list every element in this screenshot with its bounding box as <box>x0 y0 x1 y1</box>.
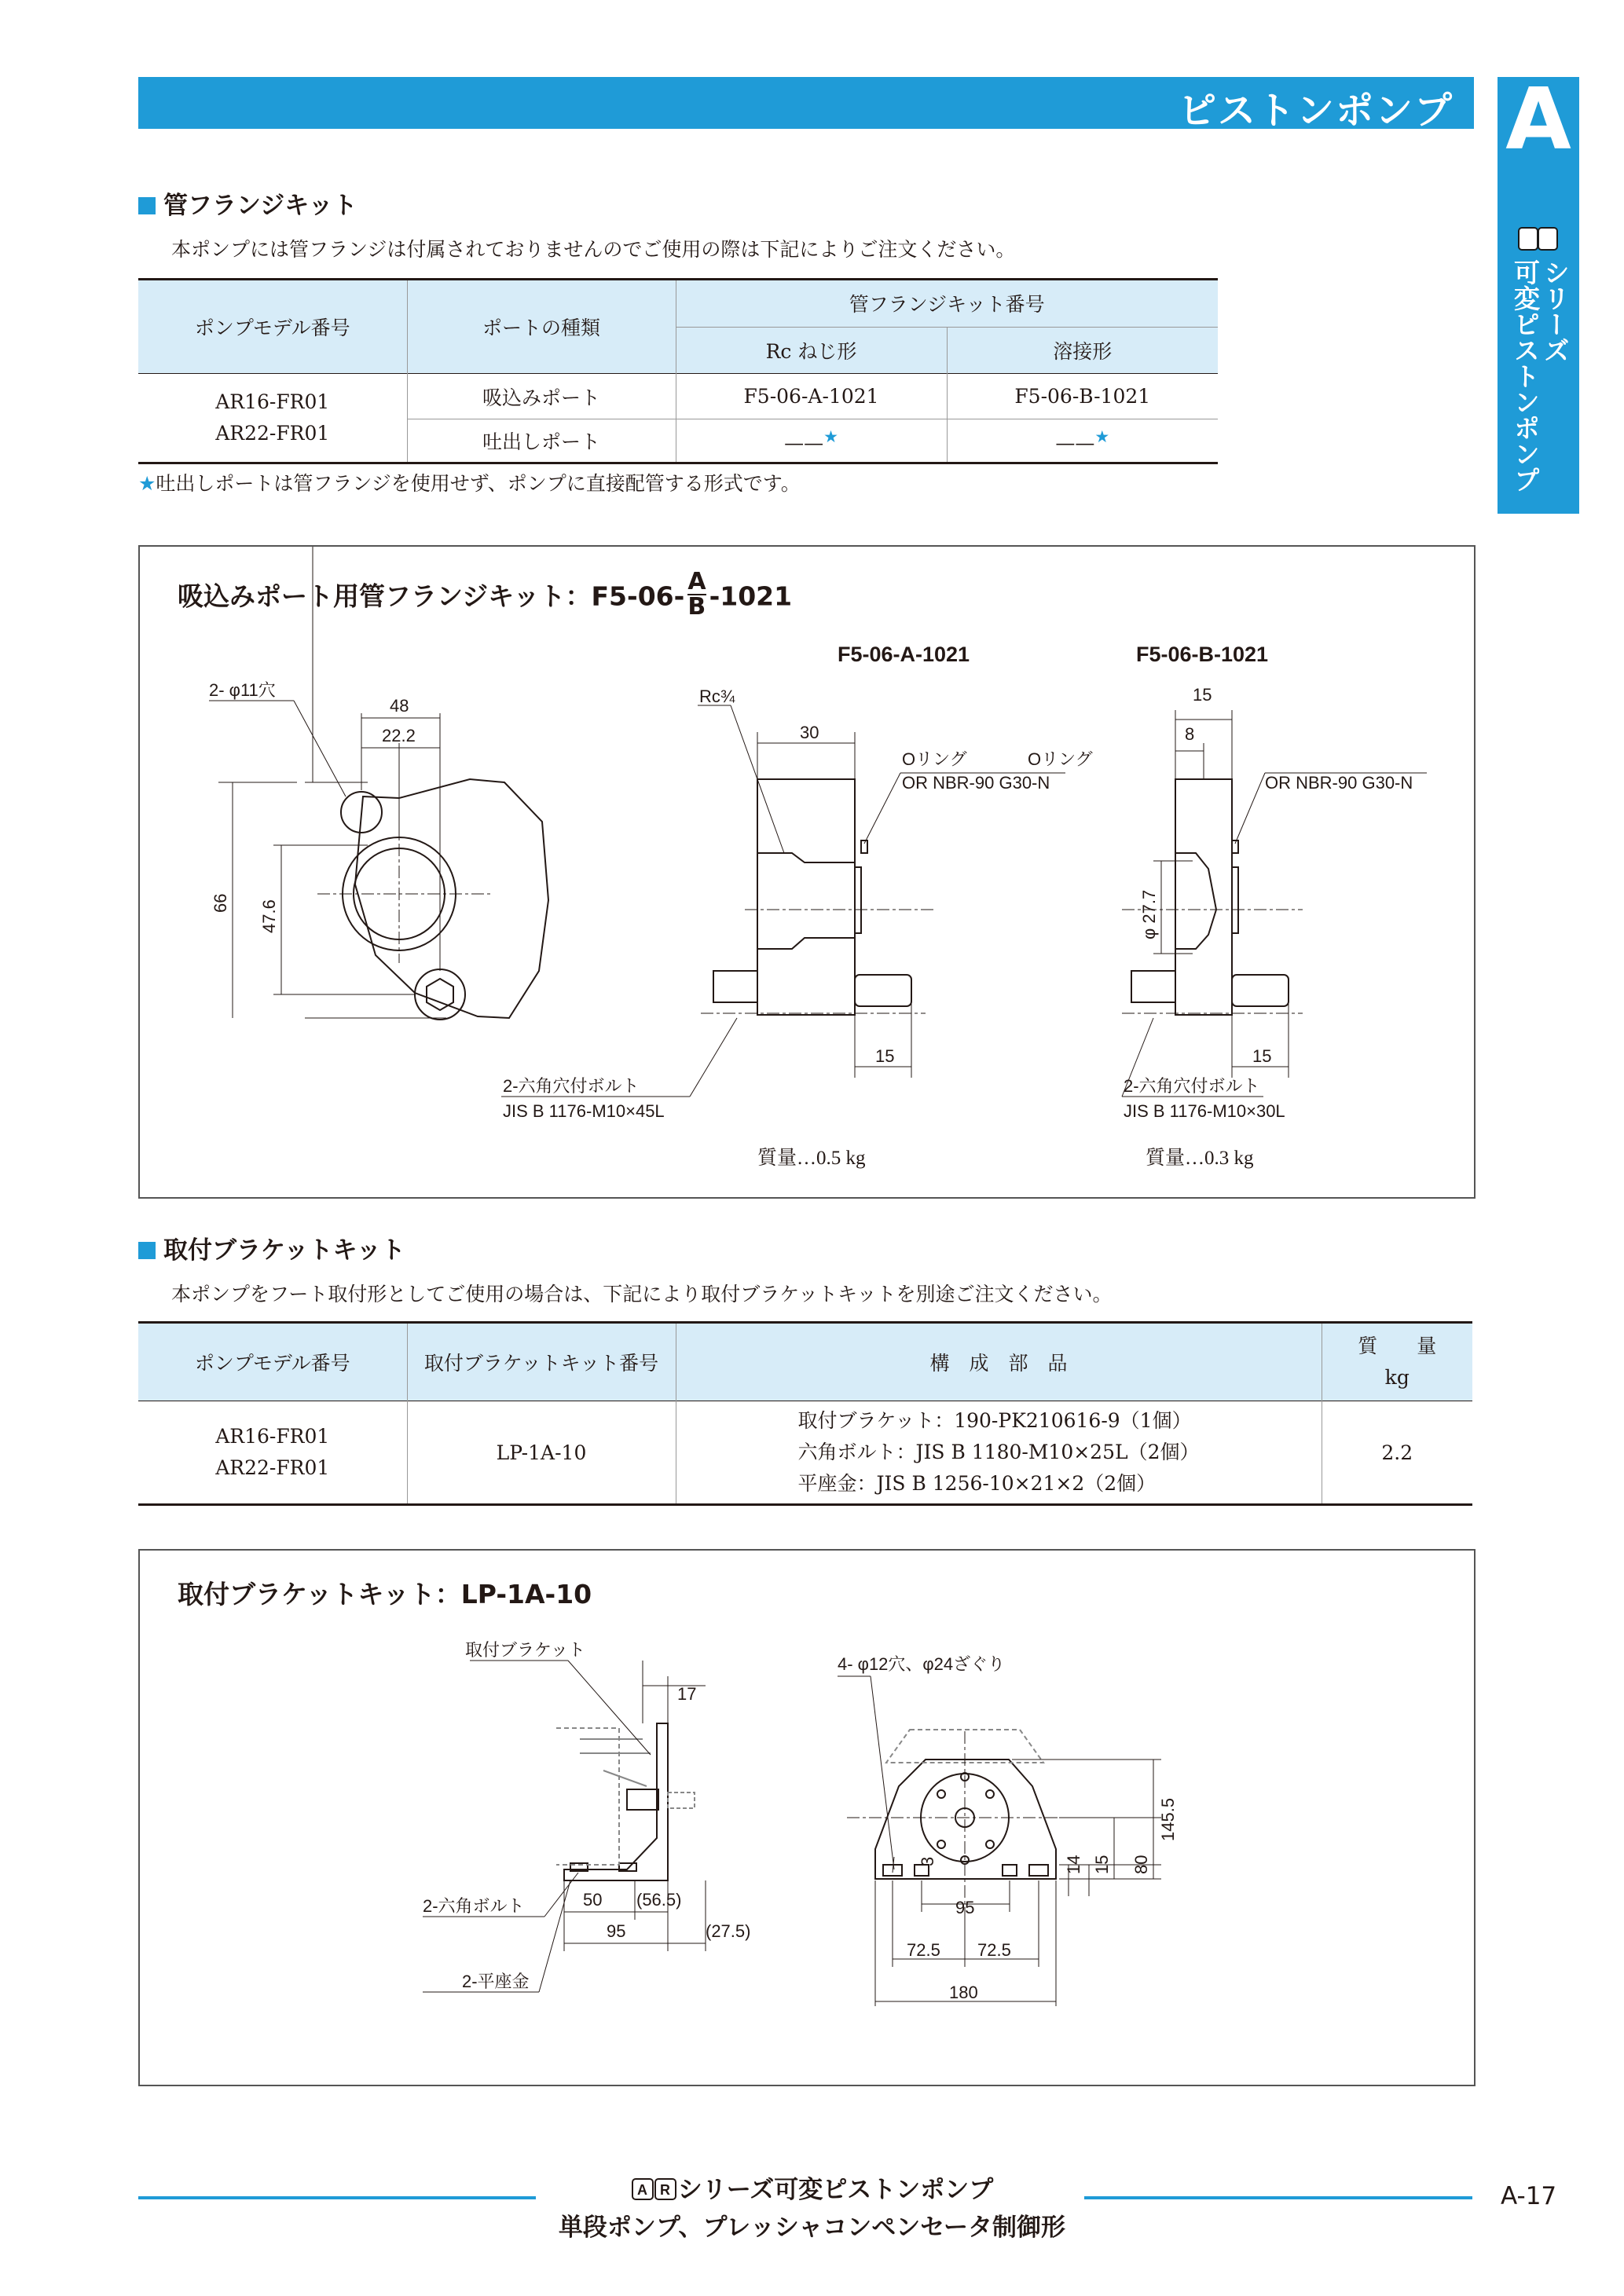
oring-b-label: Oリング <box>1028 749 1093 769</box>
bracket-drawing-title: 取付ブラケットキット：LP-1A-10 <box>178 1579 592 1609</box>
label-bracket: 取付ブラケット <box>465 1640 585 1660</box>
bracket-kit-note: 本ポンプをフート取付形としてご使用の場合は、下記により取付ブラケットキットを別途ご注文ください。 <box>171 1283 1113 1305</box>
mass-cell: 2.2 <box>1381 1441 1413 1464</box>
label-holes: 4- φ12穴、φ24ざぐり <box>838 1654 1006 1674</box>
bracket-drawing-panel <box>138 1549 1476 2086</box>
footer-series: A R シリーズ可変ピストンポンプ <box>0 2170 1624 2205</box>
port-cell: 吐出しポート <box>407 419 676 463</box>
bracket-kit-heading: 取付ブラケットキット <box>138 1230 405 1265</box>
flange-hex-socket <box>427 979 453 1010</box>
flange-kit-heading: 管フランジキット <box>138 185 357 221</box>
svg-text:R: R <box>659 2182 670 2198</box>
bolt-a-spec: JIS B 1176-M10×45L <box>503 1101 665 1121</box>
dim-50: 50 <box>583 1890 603 1910</box>
side-tab-line1: シリーズ <box>1540 259 1571 363</box>
dim-145: 145.5 <box>1158 1797 1178 1841</box>
label-flange-b: F5-06-B-1021 <box>1136 643 1269 666</box>
dim-95b: 95 <box>955 1898 975 1917</box>
dim-27: (27.5) <box>706 1921 751 1941</box>
oring-a-label: Oリング <box>902 749 967 769</box>
col-weld-header: 溶接形 <box>947 327 1218 373</box>
dim-15b: 15 <box>1193 685 1212 705</box>
flange-drawing-svg <box>140 547 1474 1197</box>
star-icon: ★ <box>823 427 838 446</box>
side-tab-line2: 可変ピストンポンプ <box>1510 259 1541 493</box>
col-port-header: ポートの種類 <box>407 280 676 374</box>
label-flange-a: F5-06-A-1021 <box>838 643 970 666</box>
col-kit-header: 取付ブラケットキット番号 <box>407 1323 676 1401</box>
flange-bolt-head <box>415 969 465 1020</box>
oring-b-spec: OR NBR-90 G30-N <box>1265 773 1413 793</box>
footer-subtitle: 単段ポンプ、プレッシャコンペンセータ制御形 <box>558 2214 1066 2242</box>
ar-logo-icon <box>631 2177 678 2201</box>
dim-15: 15 <box>1092 1855 1112 1874</box>
ar-logo-icon <box>1518 226 1559 253</box>
label-washer: 2-平座金 <box>462 1972 530 1991</box>
dim-22: 22.2 <box>382 726 416 745</box>
flange-body-outline <box>355 779 548 1018</box>
col-parts-header: 構 成 部 品 <box>676 1323 1322 1401</box>
dim-30: 30 <box>800 723 819 742</box>
dim-8: 8 <box>1185 724 1195 744</box>
col-model-header: ポンプモデル番号 <box>138 280 407 374</box>
rc-cell: F5-06-A-1021 <box>676 374 947 419</box>
dim-27: φ 27.7 <box>1139 889 1159 939</box>
parts-cell: 取付ブラケット：190-PK210616-9（1個） 六角ボルト：JIS B 1180-M10×25L（2個） 平座金：JIS B 1256-10×21×2（2個） <box>676 1401 1322 1505</box>
flange-drawing-title: 吸込みポート用管フランジキット：F5-06- $\frac{A}{B}$ -1021 <box>178 568 793 621</box>
dim-3: 3 <box>918 1856 937 1866</box>
page-title: ピストンポンプ <box>1178 89 1454 133</box>
dim-48: 48 <box>390 696 409 716</box>
side-tab-vertical-text <box>1510 259 1571 511</box>
dim-47: 47.6 <box>259 899 279 933</box>
dim-66: 66 <box>211 893 230 913</box>
mass-b: 質量…0.3 kg <box>1146 1148 1254 1169</box>
dim-56: (56.5) <box>636 1890 682 1910</box>
bolt-a-label: 2-六角穴付ボルト <box>503 1076 640 1096</box>
weld-cell: ——★ <box>1055 427 1110 455</box>
mass-a: 質量…0.5 kg <box>757 1148 866 1169</box>
dim-180: 180 <box>949 1983 978 2002</box>
kit-cell: LP-1A-10 <box>407 1401 676 1505</box>
rc-cell: ——★ <box>676 419 947 463</box>
dim-72a: 72.5 <box>907 1940 940 1960</box>
col-rc-header: Rc ねじ形 <box>676 327 947 373</box>
dim-15a: 15 <box>875 1046 895 1066</box>
star-icon: ★ <box>1094 427 1110 446</box>
flange-drawing-panel <box>138 545 1476 1199</box>
page-header-bar <box>138 77 1474 133</box>
dim-14: 14 <box>1064 1855 1083 1874</box>
bracket-drawing-svg <box>140 1551 1474 2085</box>
model-cell: AR16-FR01 AR22-FR01 <box>138 374 407 463</box>
dim-17: 17 <box>677 1684 697 1704</box>
square-bullet-icon <box>138 197 156 214</box>
dim-15c: 15 <box>1252 1046 1272 1066</box>
bolt-b-spec: JIS B 1176-M10×30L <box>1124 1101 1285 1121</box>
flange-kit-table <box>138 278 1218 464</box>
col-kit-header: 管フランジキット番号 <box>676 280 1218 328</box>
flange-b-body <box>1175 779 1232 1015</box>
dim-72b: 72.5 <box>977 1940 1011 1960</box>
oring-a-spec: OR NBR-90 G30-N <box>902 773 1050 793</box>
bracket-side-outline <box>564 1723 668 1880</box>
dim-95a: 95 <box>607 1921 626 1941</box>
model-cell: AR16-FR01 AR22-FR01 <box>138 1401 407 1505</box>
flange-a-body <box>757 779 855 1015</box>
label-hex-bolt: 2-六角ボルト <box>423 1896 525 1916</box>
page-number: A-17 <box>1501 2182 1557 2210</box>
flange-footnote: ★吐出しポートは管フランジを使用せず、ポンプに直接配管する形式です。 <box>138 472 801 495</box>
dim-rc: Rc¾ <box>699 687 735 706</box>
dim-80: 80 <box>1131 1855 1151 1874</box>
section-side-tab <box>1498 71 1579 514</box>
bolt-b-label: 2-六角穴付ボルト <box>1124 1076 1260 1096</box>
dim-hole: 2- φ11穴 <box>209 680 276 700</box>
bracket-kit-table <box>138 1321 1472 1506</box>
col-model-header: ポンプモデル番号 <box>138 1323 407 1401</box>
svg-text:A: A <box>636 2182 647 2198</box>
col-mass-header: 質 量 kg <box>1322 1323 1472 1401</box>
square-bullet-icon <box>138 1242 156 1259</box>
side-tab-letter: A <box>1505 71 1571 169</box>
weld-cell: F5-06-B-1021 <box>947 374 1218 419</box>
flange-kit-note: 本ポンプには管フランジは付属されておりませんのでご使用の際は下記によりご注文ください。 <box>171 238 1016 261</box>
port-cell: 吸込みポート <box>407 374 676 419</box>
